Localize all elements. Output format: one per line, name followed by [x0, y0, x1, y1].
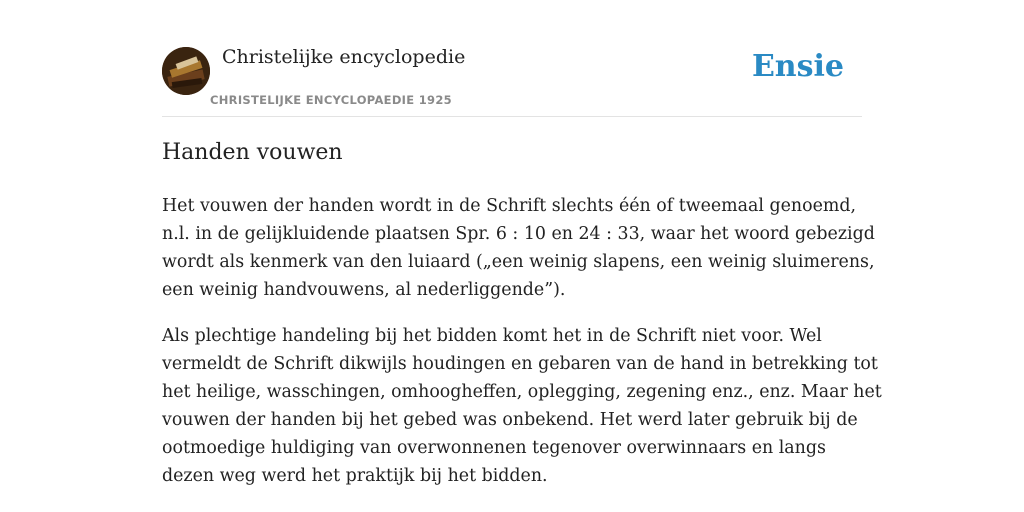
- paragraph-line: wordt als kenmerk van den luiaard („een weinig slapens, een weinig sluimerens,: [162, 252, 875, 272]
- site-header: [162, 40, 862, 117]
- encyclopedia-avatar[interactable]: [162, 47, 210, 95]
- paragraph-line: vermeldt de Schrift dikwijls houdingen en gebaren van de hand in betrekking tot: [162, 354, 878, 374]
- article-paragraph: [162, 192, 875, 304]
- site-title[interactable]: Christelijke encyclopedie: [222, 46, 466, 68]
- article-paragraph: [162, 322, 882, 490]
- article-title: Handen vouwen: [162, 140, 343, 165]
- paragraph-line: dezen weg werd het praktijk bij het bidden.: [162, 466, 548, 486]
- article-body: [162, 192, 882, 508]
- paragraph-line: een weinig handvouwens, al nederliggende”).: [162, 280, 566, 300]
- paragraph-line: Het vouwen der handen wordt in de Schrift slechts één of tweemaal genoemd,: [162, 196, 857, 216]
- paragraph-line: vouwen der handen bij het gebed was onbekend. Het werd later gebruik bij de: [162, 410, 858, 430]
- paragraph-line: het heilige, wasschingen, omhoogheffen, oplegging, zegening enz., enz. Maar het: [162, 382, 882, 402]
- paragraph-line: ootmoedige huldiging van overwonnenen tegenover overwinnaars en langs: [162, 438, 826, 458]
- paragraph-line: n.l. in de gelijkluidende plaatsen Spr. 6 : 10 en 24 : 33, waar het woord gebezigd: [162, 224, 875, 244]
- site-subtitle: CHRISTELIJKE ENCYCLOPAEDIE 1925: [210, 93, 452, 107]
- paragraph-line: Als plechtige handeling bij het bidden komt het in de Schrift niet voor. Wel: [162, 326, 822, 346]
- book-stack-icon: [162, 47, 210, 95]
- brand-logo-link[interactable]: Ensie: [751, 49, 844, 84]
